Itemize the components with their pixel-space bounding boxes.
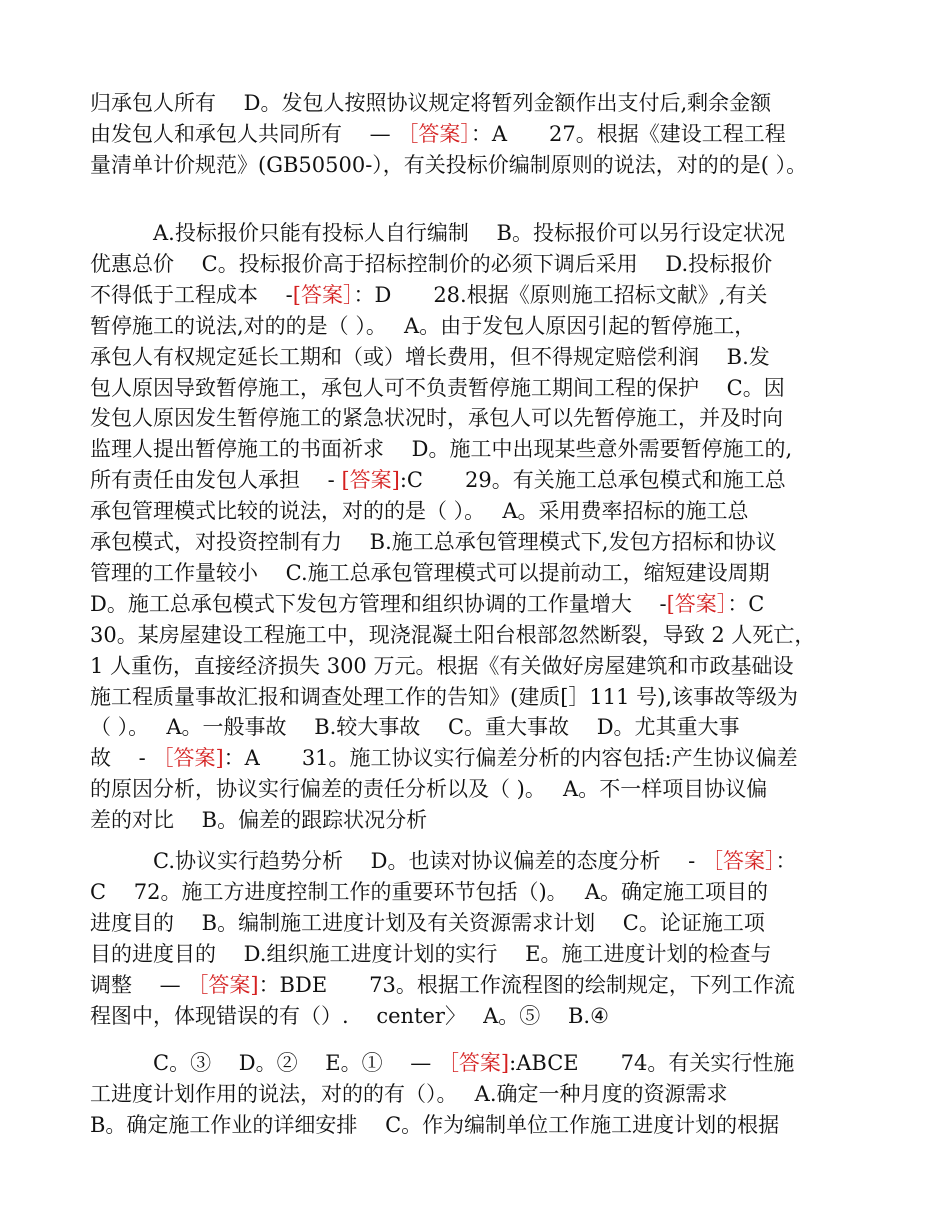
text-line — [90, 434, 880, 464]
text-segment: 优惠总价 C。投标报价高于招标控制价的必须下调后采用 D.投标报价 — [90, 251, 773, 276]
text-segment: 承包管理模式比较的说法，对的的是（ ）。 A。采用费率招标的施工总 — [90, 499, 749, 524]
text-line — [90, 311, 880, 341]
answer-label: [答案] — [341, 468, 400, 493]
text-line — [90, 743, 880, 773]
text-segment: ：A 27。根据《建设工程工程 — [470, 121, 786, 146]
text-segment: 不得低于工程成本 - — [90, 282, 293, 307]
text-segment: 发包人原因发生暂停施工的紧急状况时，承包人可以先暂停施工，并及时向 — [90, 406, 783, 431]
text-segment: ：C — [727, 591, 765, 616]
text-segment: 量清单计价规范》(GB50500-），有关投标价编制原则的说法，对的的是( ）。 — [90, 152, 808, 177]
text-line — [90, 651, 880, 681]
text-segment: 施工程质量事故汇报和调查处理工作的告知》(建质[］111 号),该事故等级为 — [90, 684, 799, 709]
text-segment: C.协议实行趋势分析 D。也读对协议偏差的态度分析 - — [90, 849, 702, 873]
text-line — [90, 908, 880, 938]
text-line — [90, 150, 880, 180]
text-line — [90, 712, 880, 742]
text-segment: 暂停施工的说法,对的的是（ ）。 A。由于发包人原因引起的暂停施工， — [90, 313, 756, 338]
text-line — [90, 939, 880, 969]
text-line — [90, 589, 880, 619]
text-line — [90, 373, 880, 403]
text-segment: 程图中，体现错误的有（）. center〉 A。⑤ B.④ — [90, 1003, 609, 1028]
text-segment: :C 29。有关施工总承包模式和施工总 — [399, 468, 786, 493]
text-line — [90, 805, 880, 835]
text-line — [90, 682, 880, 712]
text-line — [90, 342, 880, 372]
text-line — [90, 218, 880, 248]
text-segment: B。确定施工作业的详细安排 C。作为编制单位工作施工进度计划的根据 — [90, 1112, 780, 1137]
text-segment: C。③ D。② E。① — — [90, 1051, 438, 1075]
text-segment: 由发包人和承包人共同所有 — — [90, 121, 398, 146]
answer-label: [答案］ — [666, 591, 728, 616]
text-segment: 承包人有权规定延长工期和（或）增长费用，但不得规定赔偿利润 B.发 — [90, 344, 770, 369]
text-segment: 故 - — [90, 746, 153, 771]
text-segment: 管理的工作量较小 C.施工总承包管理模式可以提前动工，缩短建设周期 — [90, 560, 770, 585]
text-segment: ： — [775, 849, 797, 873]
text-line — [90, 1110, 880, 1140]
answer-label: ［答案］ — [701, 849, 776, 873]
text-segment: C 72。施工方进度控制工作的重要环节包括（)。 A。确定施工项目的 — [90, 879, 768, 904]
text-line — [90, 1079, 880, 1109]
text-segment: D。施工总承包模式下发包方管理和组织协调的工作量增大 - — [90, 591, 667, 616]
text-segment: ：BDE 73。根据工作流程图的绘制规定，下列工作流 — [258, 972, 795, 997]
text-segment: 归承包人所有 D。发包人按照协议规定将暂列金额作出支付后,剩余金额 — [90, 91, 772, 115]
text-line — [90, 88, 880, 118]
text-segment: A.投标报价只能有投标人自行编制 B。投标报价可以另行设定状况 — [90, 221, 785, 245]
text-segment: 差的对比 B。偏差的跟踪状况分析 — [90, 808, 428, 833]
text-segment: 监理人提出暂停施工的书面祈求 D。施工中出现某些意外需要暂停施工的, — [90, 437, 793, 462]
text-segment: 调整 — — [90, 972, 188, 997]
text-segment: 目的进度目的 D.组织施工进度计划的实行 E。施工进度计划的检查与 — [90, 941, 772, 966]
text-segment: 30。某房屋建设工程施工中，现浇混凝土阳台根部忽然断裂，导致 2 人死亡， — [90, 622, 816, 647]
answer-label: ［答案] — [152, 746, 224, 771]
text-segment: 承包模式，对投资控制有力 B.施工总承包管理模式下,发包方招标和协议 — [90, 530, 777, 554]
text-segment: :ABCE 74。有关实行性施 — [509, 1051, 795, 1075]
text-line — [90, 620, 880, 650]
text-segment: 包人原因导致暂停施工，承包人可不负责暂停施工期间工程的保护 C。因 — [90, 375, 785, 400]
text-line — [90, 527, 880, 557]
text-segment: （ ）。 A。一般事故 B.较大事故 C。重大事故 D。尤其重大事 — [90, 715, 740, 740]
answer-label: [答案］ — [292, 282, 354, 307]
text-segment: 1 人重伤，直接经济损失 300 万元。根据《有关做好房屋建筑和市政基础设 — [90, 653, 794, 678]
text-segment: 所有责任由发包人承担 - — [90, 468, 342, 493]
text-line — [90, 119, 880, 149]
text-line — [90, 249, 880, 279]
text-segment: ：A 31。施工协议实行偏差分析的内容包括:产生协议偏差 — [223, 746, 798, 771]
text-segment: 进度目的 B。编制施工进度计划及有关资源需求计划 C。论证施工项 — [90, 910, 765, 935]
text-line — [90, 1001, 880, 1031]
text-line — [90, 1048, 880, 1078]
answer-label: ［答案］ — [397, 121, 471, 146]
answer-label: ［答案] — [187, 972, 259, 997]
text-line — [90, 558, 880, 588]
text-line — [90, 877, 880, 907]
text-line — [90, 846, 880, 876]
answer-label: ［答案] — [437, 1051, 510, 1075]
text-line — [90, 280, 880, 310]
text-line — [90, 970, 880, 1000]
text-line — [90, 496, 880, 526]
text-segment: ：D 28.根据《原则施工招标文献》,有关 — [353, 282, 768, 307]
text-line — [90, 403, 880, 433]
text-segment: 工进度计划作用的说法，对的的有（）。 A.确定一种月度的资源需求 — [90, 1081, 728, 1106]
text-line — [90, 465, 880, 495]
text-segment: 的原因分析，协议实行偏差的责任分析以及（ )。 A。不一样项目协议偏 — [90, 777, 768, 802]
text-line — [90, 774, 880, 804]
